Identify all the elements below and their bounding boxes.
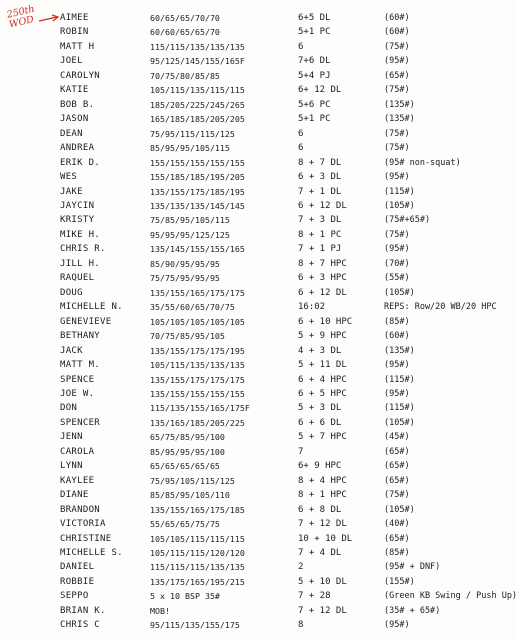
wod-score: 6: [298, 143, 304, 154]
wod-score: 8 + 1 HPC: [298, 490, 347, 501]
wod-load: (135#): [384, 114, 415, 125]
athlete-name: JILL H.: [60, 258, 101, 269]
wod-load: (115#): [384, 186, 415, 197]
lift-weights: 75/75/95/95/95: [150, 273, 220, 284]
wod-load: (85#): [384, 316, 410, 327]
athlete-name: BETHANY: [60, 331, 101, 342]
wod-score: 6+ 9 HPC: [298, 461, 342, 472]
wod-score: 5 + 7 HPC: [298, 432, 347, 443]
lift-weights: 105/115/115/120/120: [150, 548, 245, 559]
athlete-name: ROBBIE: [60, 576, 95, 587]
lift-weights: 135/155/165/175/185: [150, 504, 245, 515]
wod-score: 8 + 7 DL: [298, 157, 342, 168]
wod-load: (75#+65#): [384, 215, 431, 226]
wod-score: 7 + 3 DL: [298, 215, 342, 226]
athlete-name: CHRIS R.: [60, 244, 106, 255]
wod-load: (65#): [384, 70, 410, 81]
lift-weights: 65/75/85/95/100: [150, 432, 225, 443]
wod-score: 6 + 5 HPC: [298, 388, 347, 399]
lift-weights: 85/95/95/95/100: [150, 446, 225, 457]
athlete-name: GENEVIEVE: [60, 316, 112, 327]
athlete-name: DOUG: [60, 287, 83, 298]
wod-score: 8 + 4 HPC: [298, 475, 347, 486]
wod-score: 5 + 11 DL: [298, 360, 347, 371]
wod-load: (60#): [384, 331, 410, 342]
lift-weights: 135/155/155/155/155: [150, 388, 245, 399]
lift-weights: 95/95/95/125/125: [150, 229, 230, 240]
wod-load: (135#): [384, 345, 415, 356]
wod-load: (115#): [384, 403, 415, 414]
athlete-name: SPENCER: [60, 417, 101, 428]
wod-load: (45#): [384, 432, 410, 443]
wod-score: 16:02: [298, 302, 326, 313]
athlete-name: MATT H: [60, 41, 95, 52]
lift-weights: 115/115/115/135/135: [150, 562, 245, 573]
wod-load: (75#): [384, 128, 410, 139]
wod-score: 5 + 9 HPC: [298, 331, 347, 342]
athlete-name: CHRIS C: [60, 620, 101, 631]
wod-load: (105#): [384, 200, 415, 211]
wod-load: (75#): [384, 85, 410, 96]
wod-score: 8 + 1 PC: [298, 229, 342, 240]
wod-load: (40#): [384, 519, 410, 530]
wod-load: (65#): [384, 461, 410, 472]
wod-load: (115#): [384, 374, 415, 385]
athlete-name: JENN: [60, 432, 83, 443]
athlete-name: RAQUEL: [60, 273, 95, 284]
wod-score: 5+1 PC: [298, 27, 331, 38]
lift-weights: 5 x 10 BSP 35#: [150, 591, 220, 602]
lift-weights: 135/145/155/155/165: [150, 244, 245, 255]
athlete-name: DEAN: [60, 128, 83, 139]
lift-weights: 135/155/165/175/175: [150, 287, 245, 298]
wod-load: (75#): [384, 229, 410, 240]
wod-load: (95# + DNF): [384, 562, 441, 573]
wod-load: (75#): [384, 143, 410, 154]
athlete-name: BRIAN K.: [60, 605, 106, 616]
wod-score: 6 + 3 HPC: [298, 273, 347, 284]
wod-score: 7 + 4 DL: [298, 548, 342, 559]
wod-load: (95#): [384, 388, 410, 399]
wod-score: 7 + 12 DL: [298, 605, 347, 616]
athlete-name: BRANDON: [60, 504, 101, 515]
athlete-name: SEPPO: [60, 591, 89, 602]
athlete-name: JAKE: [60, 186, 83, 197]
wod-score: 5 + 10 DL: [298, 576, 347, 587]
wod-score: 6 + 8 DL: [298, 504, 342, 515]
athlete-name: SPENCE: [60, 374, 95, 385]
wod-score: 5+6 PC: [298, 99, 331, 110]
lift-weights: 135/155/175/185/195: [150, 186, 245, 197]
wod-load: REPS: Row/20 WB/20 HPC: [384, 302, 497, 313]
lift-weights: 75/95/105/115/125: [150, 475, 235, 486]
lift-weights: 95/115/135/155/175: [150, 620, 240, 631]
wod-load: (70#): [384, 258, 410, 269]
wod-score: 5+1 PC: [298, 114, 331, 125]
lift-weights: 60/60/65/65/70: [150, 27, 220, 38]
athlete-name: ERIK D.: [60, 157, 101, 168]
lift-weights: 185/205/225/245/265: [150, 99, 245, 110]
wod-score: 6 + 12 DL: [298, 200, 347, 211]
athlete-name: VICTORIA: [60, 519, 106, 530]
wod-score: 6: [298, 41, 304, 52]
score-row: [0, 617, 480, 634]
lift-weights: 115/115/135/135/135: [150, 41, 245, 52]
lift-weights: 105/105/115/115/115: [150, 533, 245, 544]
lift-weights: 85/90/95/95/95: [150, 258, 220, 269]
lift-weights: 135/155/175/175/175: [150, 374, 245, 385]
wod-score: 8: [298, 620, 304, 631]
wod-score: 7 + 12 DL: [298, 519, 347, 530]
lift-weights: 60/65/65/70/70: [150, 13, 220, 23]
wod-load: (95#): [384, 172, 410, 183]
lift-weights: 65/65/65/65/65: [150, 461, 220, 472]
athlete-name: CAROLYN: [60, 70, 101, 81]
wod-load: (105#): [384, 417, 415, 428]
lift-weights: 135/175/165/195/215: [150, 576, 245, 587]
wod-score: 6 + 6 DL: [298, 417, 342, 428]
wod-load: (65#): [384, 446, 410, 457]
wod-load: (55#): [384, 273, 410, 284]
athlete-name: CHRISTINE: [60, 533, 112, 544]
wod-load: (60#): [384, 13, 410, 23]
wod-score: 7 + 28: [298, 591, 331, 602]
wod-load: (35# + 65#): [384, 605, 441, 616]
lift-weights: 155/185/185/195/205: [150, 172, 245, 183]
wod-load: (95#): [384, 56, 410, 67]
athlete-name: AIMEE: [60, 13, 89, 23]
athlete-name: KRISTY: [60, 215, 95, 226]
athlete-name: ANDREA: [60, 143, 95, 154]
margin-note: 250th WOD: [5, 3, 36, 31]
wod-score: 7 + 1 PJ: [298, 244, 342, 255]
wod-score: 6+5 DL: [298, 13, 331, 23]
wod-score: 10 + 10 DL: [298, 533, 353, 544]
athlete-name: KAYLEE: [60, 475, 95, 486]
lift-weights: 75/95/115/115/125: [150, 128, 235, 139]
lift-weights: 135/155/175/175/195: [150, 345, 245, 356]
wod-score: 6 + 4 HPC: [298, 374, 347, 385]
athlete-name: DON: [60, 403, 78, 414]
wod-load: (60#): [384, 27, 410, 38]
wod-score: 6+ 12 DL: [298, 85, 342, 96]
lift-weights: 95/125/145/155/165F: [150, 56, 245, 67]
wod-score: 6 + 3 DL: [298, 172, 342, 183]
athlete-name: MICHELLE S.: [60, 548, 123, 559]
athlete-name: LYNN: [60, 461, 83, 472]
lift-weights: 105/115/135/135/135: [150, 360, 245, 371]
athlete-name: JOE W.: [60, 388, 95, 399]
lift-weights: 75/85/95/105/115: [150, 215, 230, 226]
athlete-name: DIANE: [60, 490, 89, 501]
lift-weights: 85/95/95/105/115: [150, 143, 230, 154]
lift-weights: 135/165/185/205/225: [150, 417, 245, 428]
lift-weights: 165/185/185/205/205: [150, 114, 245, 125]
wod-load: (95#): [384, 244, 410, 255]
lift-weights: 70/75/85/95/105: [150, 331, 225, 342]
athlete-name: JOEL: [60, 56, 83, 67]
wod-load: (65#): [384, 475, 410, 486]
athlete-name: BOB B.: [60, 99, 95, 110]
wod-score: 7 + 1 DL: [298, 186, 342, 197]
athlete-name: MICHELLE N.: [60, 302, 123, 313]
lift-weights: 105/105/105/105/105: [150, 316, 245, 327]
wod-load: (75#): [384, 490, 410, 501]
athlete-name: CAROLA: [60, 446, 95, 457]
athlete-name: KATIE: [60, 85, 89, 96]
wod-load: (95#): [384, 620, 410, 631]
wod-load: (65#): [384, 533, 410, 544]
wod-load: (95# non-squat): [384, 157, 461, 168]
athlete-name: JASON: [60, 114, 89, 125]
athlete-name: WES: [60, 172, 78, 183]
lift-weights: 55/65/65/75/75: [150, 519, 220, 530]
wod-score: 6 + 12 DL: [298, 287, 347, 298]
wod-score: 8 + 7 HPC: [298, 258, 347, 269]
athlete-name: ROBIN: [60, 27, 89, 38]
athlete-name: MIKE H.: [60, 229, 101, 240]
wod-score: 5+4 PJ: [298, 70, 331, 81]
lift-weights: 85/85/95/105/110: [150, 490, 230, 501]
wod-score: 7+6 DL: [298, 56, 331, 67]
athlete-name: MATT M.: [60, 360, 101, 371]
lift-weights: 115/135/155/165/175F: [150, 403, 250, 414]
wod-score: 4 + 3 DL: [298, 345, 342, 356]
wod-load: (135#): [384, 99, 415, 110]
lift-weights: MOB!: [150, 605, 170, 616]
wod-load: (75#): [384, 41, 410, 52]
athlete-name: JAYCIN: [60, 200, 95, 211]
wod-load: (105#): [384, 287, 415, 298]
wod-score: 6 + 10 HPC: [298, 316, 353, 327]
wod-load: (105#): [384, 504, 415, 515]
lift-weights: 70/75/80/85/85: [150, 70, 220, 81]
wod-score: 6: [298, 128, 304, 139]
wod-load: (155#): [384, 576, 415, 587]
lift-weights: 105/115/135/115/115: [150, 85, 245, 96]
athlete-name: DANIEL: [60, 562, 95, 573]
athlete-name: JACK: [60, 345, 83, 356]
lift-weights: 135/135/135/145/145: [150, 200, 245, 211]
lift-weights: 35/55/60/65/70/75: [150, 302, 235, 313]
lift-weights: 155/155/155/155/155: [150, 157, 245, 168]
wod-load: (Green KB Swing / Push Up): [384, 591, 517, 602]
wod-load: (95#): [384, 360, 410, 371]
wod-score: 7: [298, 446, 304, 457]
wod-load: (85#): [384, 548, 410, 559]
wod-score: 5 + 3 DL: [298, 403, 342, 414]
wod-score: 2: [298, 562, 304, 573]
